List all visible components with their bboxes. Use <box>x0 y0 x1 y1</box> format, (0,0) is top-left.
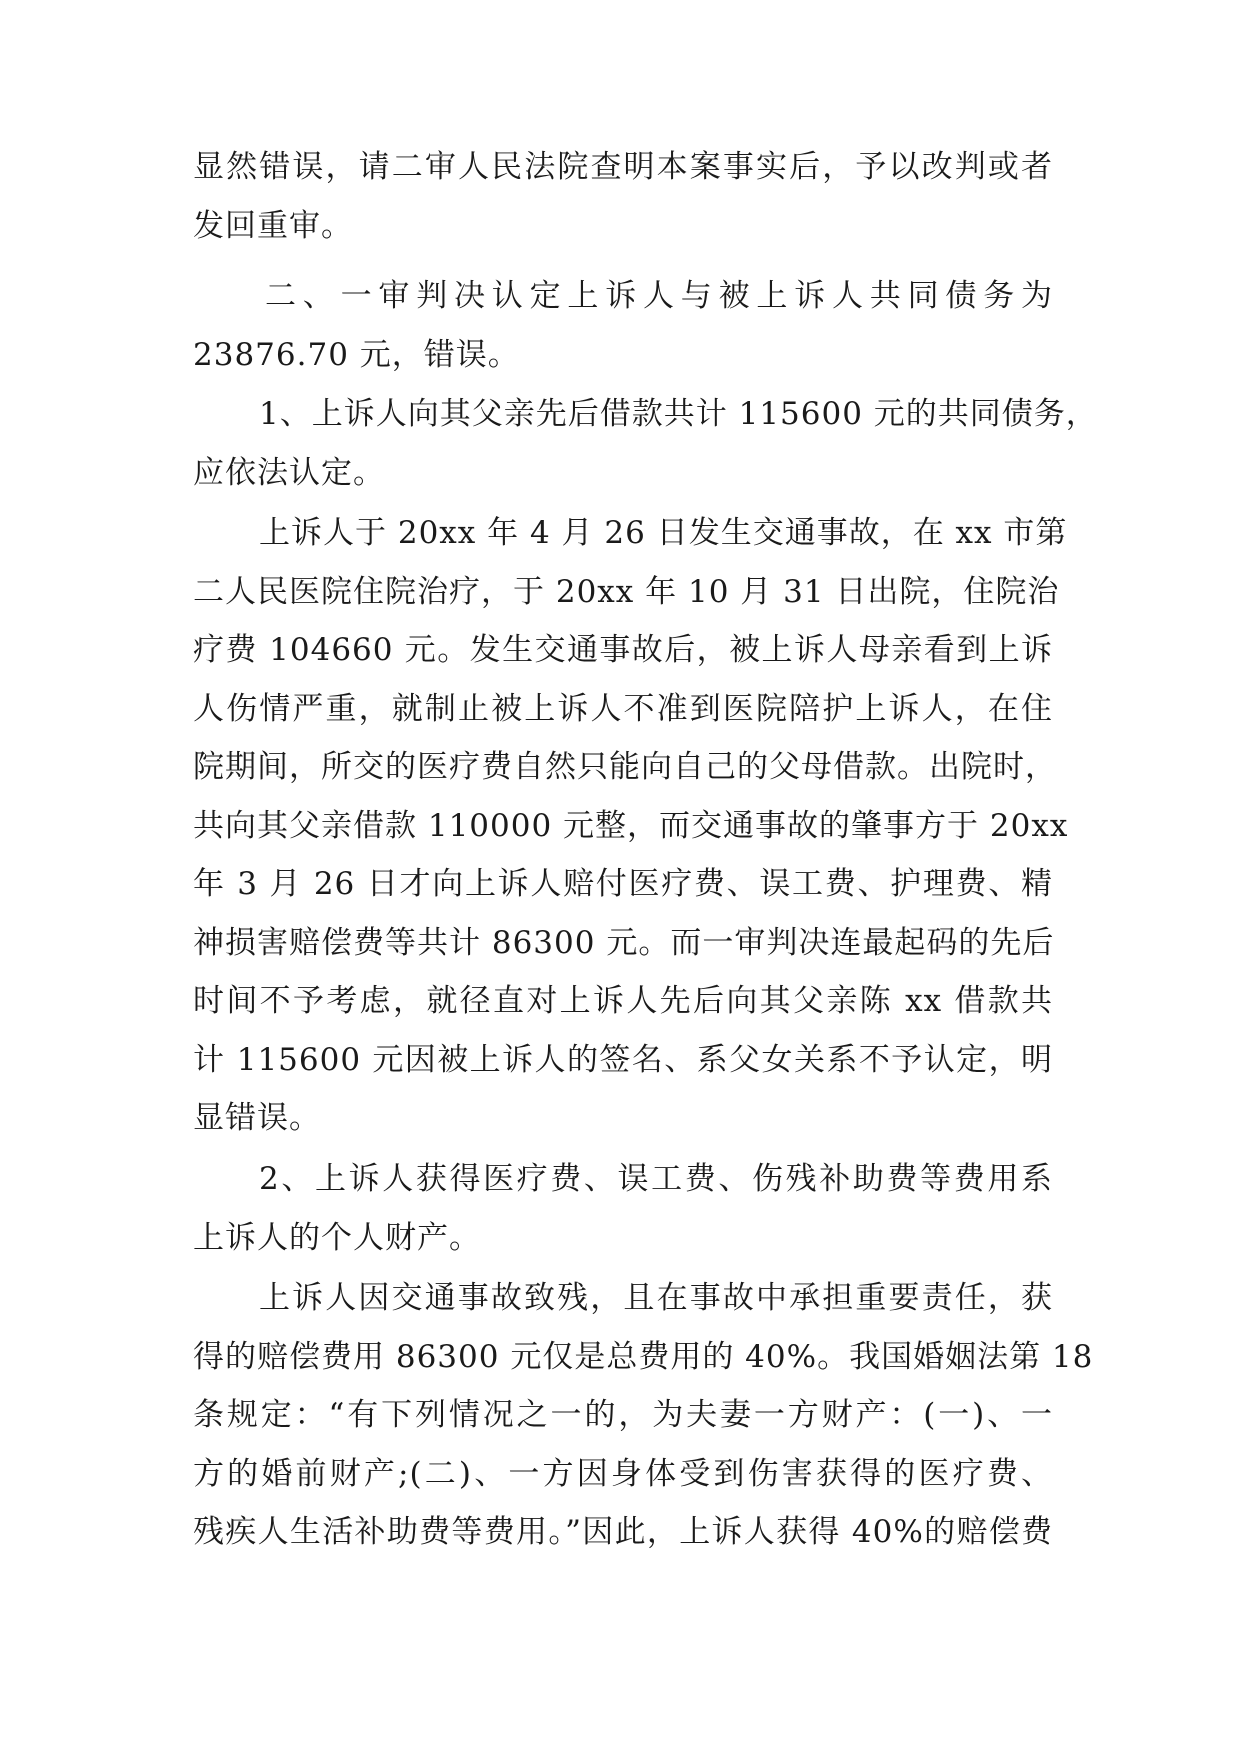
text-line-2: 发回重审。 <box>193 207 353 244</box>
section-two-heading <box>193 267 1053 384</box>
document-body <box>193 138 1053 255</box>
text-line-20: 上诉人因交通事故致残，且在事故中承担重要责任，获 <box>259 1280 1053 1316</box>
text-line-18: 2、上诉人获得医疗费、误工费、伤残补助费等费用系 <box>259 1161 1053 1197</box>
text-line-3: 二、一审判决认定上诉人与被上诉人共同债务为 <box>265 278 1053 314</box>
text-line-19: 上诉人的个人财产。 <box>193 1219 481 1256</box>
text-line-12: 共向其父亲借款 110000 元整，而交通事故的肇事方于 20xx <box>193 807 1069 844</box>
text-line-5: 1、上诉人向其父亲先后借款共计 115600 元的共同债务， <box>259 396 1098 432</box>
text-line-23: 方的婚前财产;(二)、一方因身体受到伤害获得的医疗费、 <box>193 1455 1053 1492</box>
point-two-heading <box>193 1150 1053 1267</box>
point-one-heading <box>193 385 1098 502</box>
text-line-4: 23876.70 元，错误。 <box>193 336 520 373</box>
text-line-16: 计 115600 元因被上诉人的签名、系父女关系不予认定，明 <box>193 1041 1053 1078</box>
text-line-8: 二人民医院住院治疗，于 20xx 年 10 月 31 日出院，住院治 <box>193 573 1060 610</box>
text-line-17: 显错误。 <box>193 1100 321 1136</box>
text-line-13: 年 3 月 26 日才向上诉人赔付医疗费、误工费、护理费、精 <box>193 866 1053 902</box>
text-line-24: 残疾人生活补助费等费用。”因此，上诉人获得 40%的赔偿费 <box>193 1514 1053 1550</box>
text-line-21: 得的赔偿费用 86300 元仅是总费用的 40%。我国婚姻法第 18 <box>193 1338 1094 1375</box>
text-line-22: 条规定：“有下列情况之一的，为夫妻一方财产：(一)、一 <box>193 1397 1053 1433</box>
text-line-15: 时间不予考虑，就径直对上诉人先后向其父亲陈 xx 借款共 <box>193 983 1053 1019</box>
point-one-body <box>193 504 1069 1148</box>
text-line-14: 神损害赔偿费等共计 86300 元。而一审判决连最起码的先后 <box>193 924 1055 961</box>
point-two-body <box>193 1269 1094 1562</box>
text-line-10: 人伤情严重，就制止被上诉人不准到医院陪护上诉人，在住 <box>193 690 1053 727</box>
text-line-7: 上诉人于 20xx 年 4 月 26 日发生交通事故，在 xx 市第 <box>259 515 1068 551</box>
text-line-11: 院期间，所交的医疗费自然只能向自己的父母借款。出院时， <box>193 749 1057 785</box>
text-line-6: 应依法认定。 <box>193 454 385 491</box>
text-line-1: 显然错误，请二审人民法院查明本案事实后，予以改判或者 <box>193 149 1053 185</box>
text-line-9: 疗费 104660 元。发生交通事故后，被上诉人母亲看到上诉 <box>193 632 1053 668</box>
